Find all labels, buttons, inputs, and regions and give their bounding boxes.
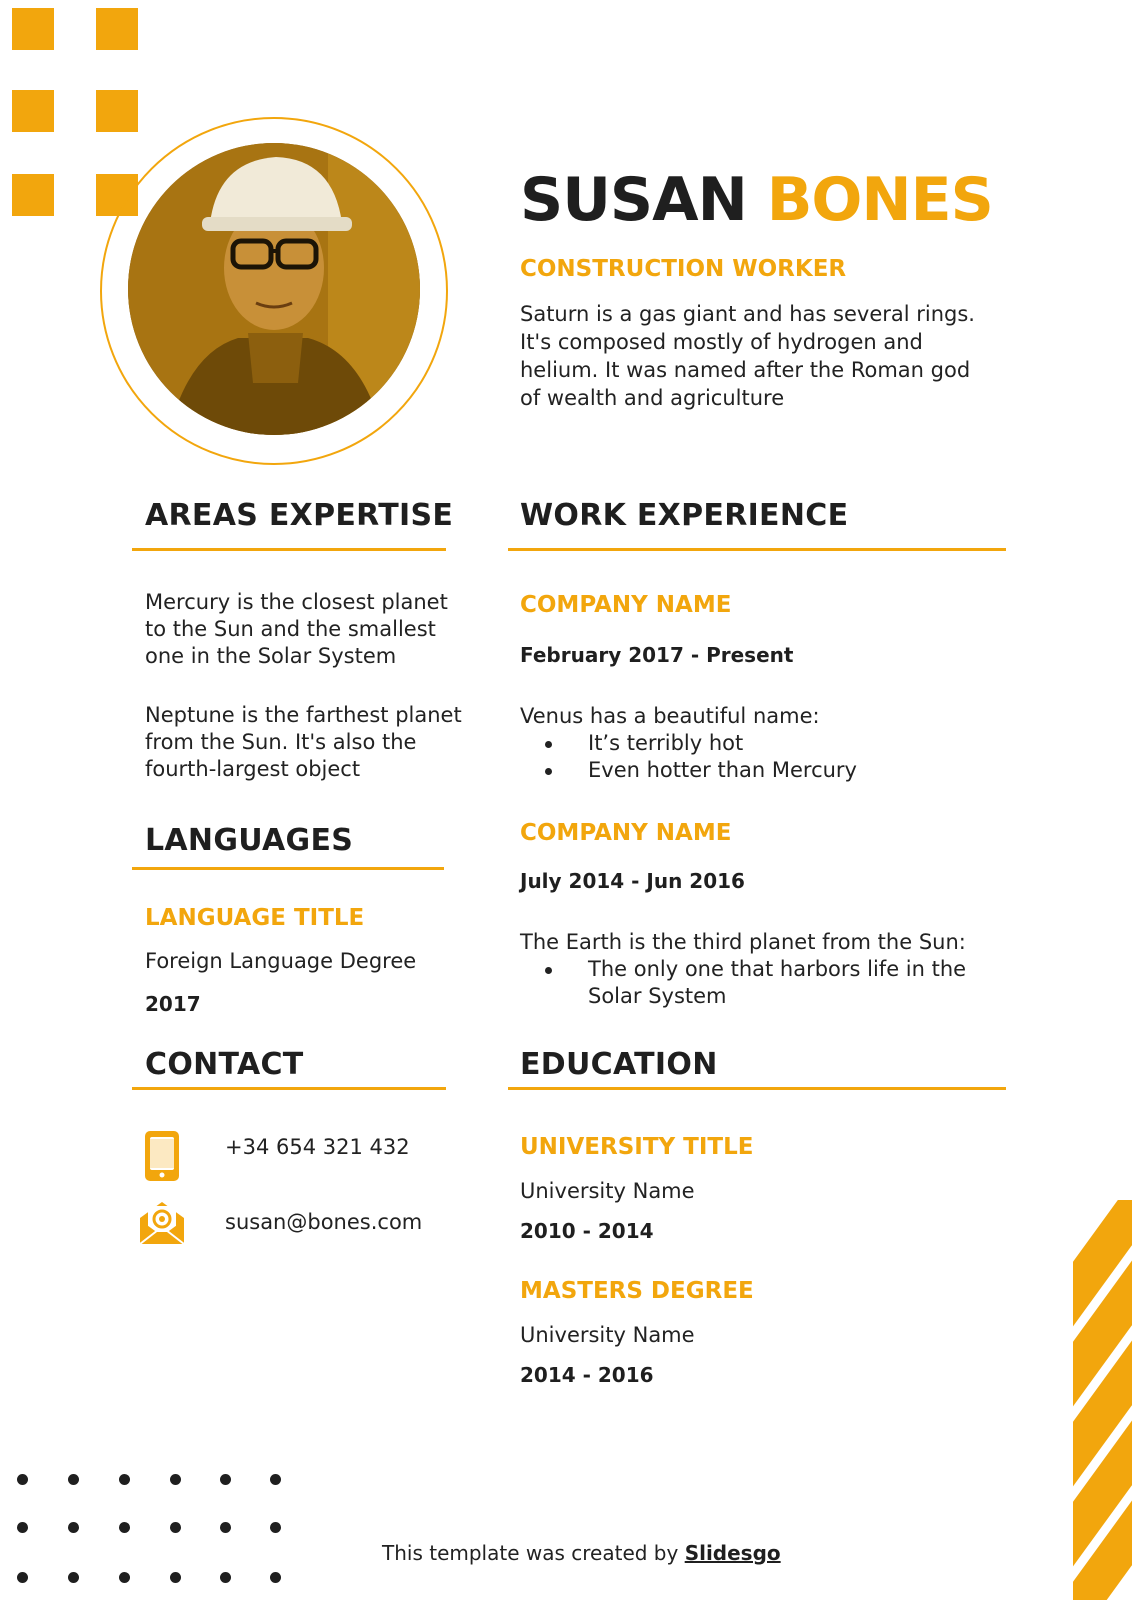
deco-square <box>96 8 138 50</box>
job-bullets <box>520 730 1000 784</box>
deco-dot <box>270 1522 281 1533</box>
job-bullets <box>520 956 1000 1010</box>
deco-square <box>12 174 54 216</box>
section-rule <box>132 1087 446 1090</box>
language-year: 2017 <box>145 992 201 1016</box>
deco-dot <box>68 1474 79 1485</box>
deco-dot <box>170 1474 181 1485</box>
job-bullet: Even hotter than Mercury <box>520 757 1000 784</box>
slidesgo-link[interactable]: Slidesgo <box>684 1541 781 1565</box>
deco-dot <box>68 1522 79 1533</box>
job-bullet: The only one that harbors life in the Solar System <box>520 956 1000 1010</box>
education-years: 2010 - 2014 <box>520 1219 654 1243</box>
deco-dot <box>17 1474 28 1485</box>
job-dates: July 2014 - Jun 2016 <box>520 869 745 893</box>
worker-portrait-icon <box>128 143 420 435</box>
deco-square <box>12 8 54 50</box>
deco-square <box>12 90 54 132</box>
language-title: LANGUAGE TITLE <box>145 905 365 931</box>
deco-dot <box>170 1572 181 1583</box>
company-name: COMPANY NAME <box>520 592 732 618</box>
first-name: SUSAN <box>520 165 747 235</box>
work-title: WORK EXPERIENCE <box>520 498 849 533</box>
education-years: 2014 - 2016 <box>520 1363 654 1387</box>
person-name <box>520 165 993 235</box>
education-title-item: MASTERS DEGREE <box>520 1278 754 1304</box>
deco-dot <box>17 1522 28 1533</box>
deco-dot <box>220 1474 231 1485</box>
footer-prefix: This template was created by <box>382 1541 679 1565</box>
language-degree: Foreign Language Degree <box>145 949 417 973</box>
deco-dot <box>220 1572 231 1583</box>
deco-dot <box>270 1572 281 1583</box>
job-lead: Venus has a beautiful name: <box>520 704 820 728</box>
deco-dot <box>270 1474 281 1485</box>
job-description <box>520 703 1000 784</box>
deco-dot <box>220 1522 231 1533</box>
profile-photo <box>128 143 420 435</box>
school-name: University Name <box>520 1179 695 1203</box>
intro-text: Saturn is a gas giant and has several rings. It's composed mostly of hydrogen and helium. It was named after the Roman god of wealth and agriculture <box>520 302 975 410</box>
deco-dot <box>119 1522 130 1533</box>
deco-square <box>96 90 138 132</box>
school-name: University Name <box>520 1323 695 1347</box>
section-rule <box>132 548 446 551</box>
deco-dot <box>119 1572 130 1583</box>
deco-dot <box>119 1474 130 1485</box>
job-role: CONSTRUCTION WORKER <box>520 256 847 282</box>
contact-title: CONTACT <box>145 1047 304 1082</box>
job-lead: The Earth is the third planet from the Sun: <box>520 930 966 954</box>
contact-email[interactable]: susan@bones.com <box>225 1210 423 1234</box>
last-name: BONES <box>766 165 993 235</box>
job-bullet: It’s terribly hot <box>520 730 1000 757</box>
section-rule <box>132 867 444 870</box>
contact-phone[interactable]: +34 654 321 432 <box>225 1135 410 1159</box>
expertise-title: AREAS EXPERTISE <box>145 498 454 533</box>
education-title: EDUCATION <box>520 1047 718 1082</box>
deco-dot <box>170 1522 181 1533</box>
phone-icon <box>143 1130 181 1182</box>
section-rule <box>508 1087 1006 1090</box>
education-title-item: UNIVERSITY TITLE <box>520 1134 754 1160</box>
job-dates: February 2017 - Present <box>520 643 794 667</box>
languages-title: LANGUAGES <box>145 823 354 858</box>
footer-credit <box>382 1541 781 1565</box>
deco-dot <box>68 1572 79 1583</box>
email-icon <box>138 1198 186 1246</box>
company-name: COMPANY NAME <box>520 820 732 846</box>
expertise-paragraph: Mercury is the closest planet to the Sun and the smallest one in the Solar System <box>145 590 448 668</box>
deco-dot <box>17 1572 28 1583</box>
expertise-paragraph: Neptune is the farthest planet from the Sun. It's also the fourth-largest object <box>145 703 462 781</box>
section-rule <box>508 548 1006 551</box>
decorative-stripes <box>1073 1200 1132 1600</box>
job-description <box>520 929 1000 1010</box>
